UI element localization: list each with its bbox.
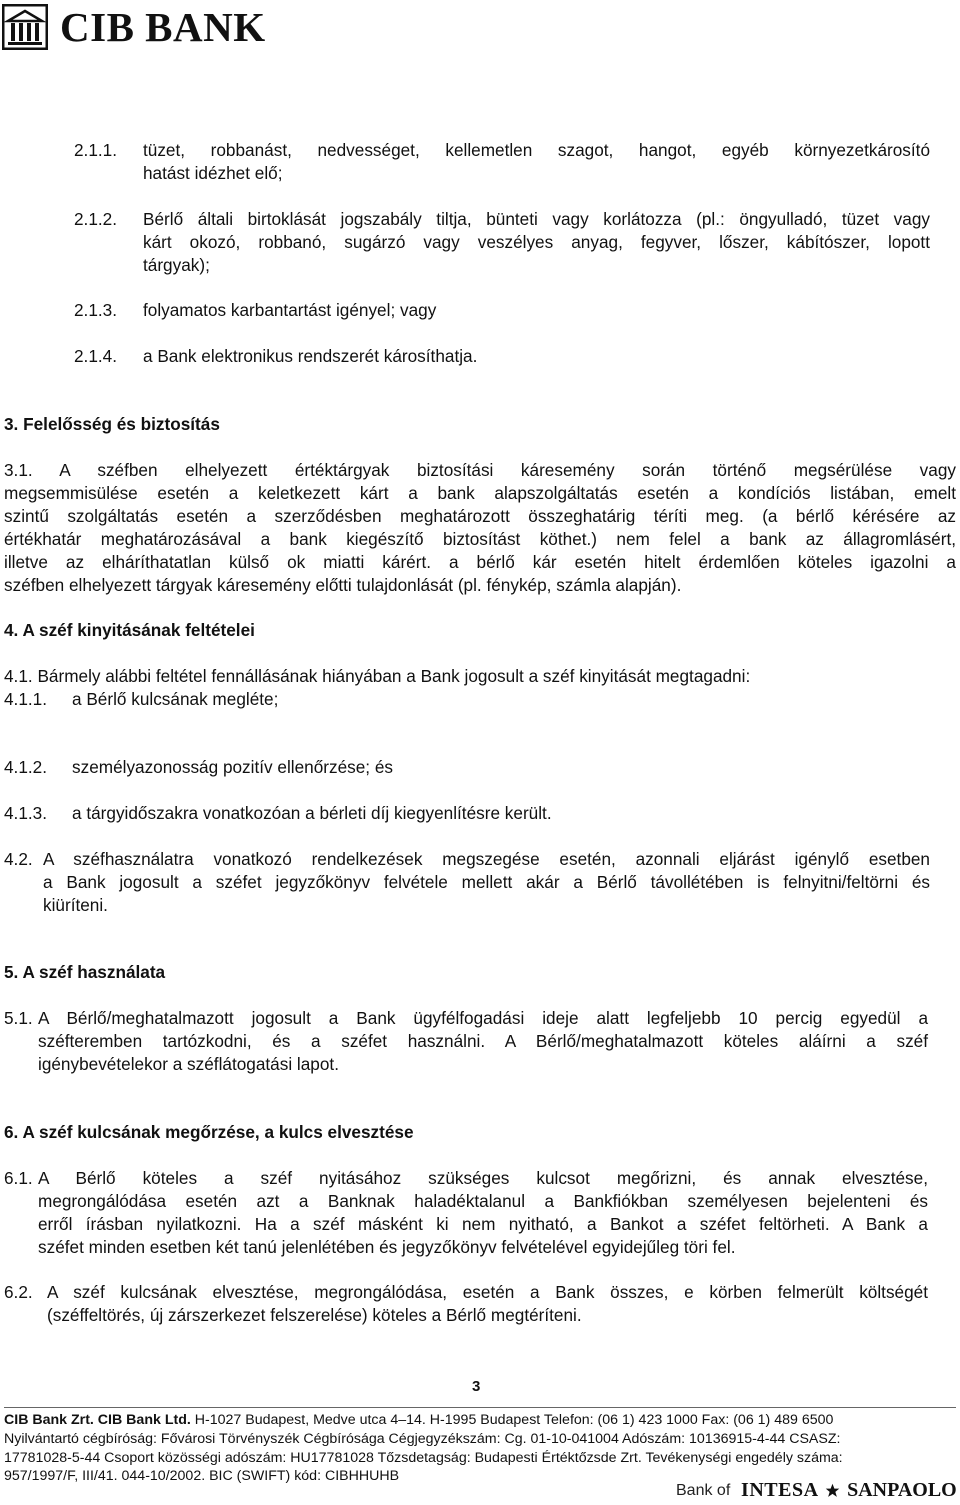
sanpaolo-star-icon (825, 1483, 840, 1498)
para-6-1-line3: erről írásban nyilatkozni. Ha a széf másként ki nem nyitható, a Bankot a széfet feltörheti. A Bank a (38, 1214, 928, 1234)
item-2-1-3-text: folyamatos karbantartást igényel; vagy (143, 300, 437, 320)
para-3-1-line4: értékhatár meghatározásával a bank kiegészítő biztosítást köthet.) nem felel a bank az állagromlásért, (4, 529, 956, 549)
footer-line3: 17781028-5-44 Csoport közösségi adószám: HU17781028 Tőzsdetagság: Budapesti Értéktőzsde Zrt. Tevékenységi engedély száma: (4, 1450, 843, 1466)
para-5-1-line2: széfteremben tartózkodni, és a széfet használni. A Bérlő/meghatalmazott köteles aláírni a széf (38, 1031, 928, 1051)
para-3-1-line1: 3.1. A széfben elhelyezett értéktárgyak biztosítási káresemény során történő megsérülése vagy (4, 460, 956, 480)
section-3-heading: 3. Felelősség és biztosítás (4, 414, 220, 434)
footer-line4: 957/1997/F, III/41. 044-10/2002. BIC (SWIFT) kód: CIBHHUHB (4, 1468, 400, 1484)
para-6-2-line1: A széf kulcsának elvesztése, megrongálódása, esetén a Bank összes, e körben felmerült költségét (47, 1282, 928, 1302)
cib-logo (2, 2, 292, 52)
intesa-text: INTESA (741, 1478, 819, 1501)
para-6-1-line4: széfet minden esetben két tanú jelenlétében és jegyzőkönyv felvételével egyidejűleg töri fel. (38, 1237, 736, 1257)
item-2-1-2-line2: kárt okozó, robbanó, sugárzó vagy veszélyes anyag, fegyver, lőszer, kábítószer, lopott (143, 232, 930, 252)
item-2-1-3-number: 2.1.3. (74, 300, 118, 320)
section-6-heading: 6. A széf kulcsának megőrzése, a kulcs elvesztése (4, 1122, 414, 1142)
para-6-1-line1: A Bérlő köteles a széf nyitásához szükséges kulcsot megőrizni, és annak elvesztése, (38, 1168, 928, 1188)
cib-building-icon (2, 4, 48, 50)
para-4-2-line1: A széfhasználatra vonatkozó rendelkezések megszegése esetén, azonnali eljárást igénylő esetben (43, 849, 930, 869)
para-4-2-line2: a Bank jogosult a széfet jegyzőkönyv felvétele mellett akár a Bérlő távollétében is felnyitni/feltörni és (43, 872, 930, 892)
footer-line2: Nyilvántartó cégbíróság: Fővárosi Törvényszék Cégbírósága Cégjegyzékszám: Cg. 01-10-041004 Adószám: 10136915-4-44 CSASZ: (4, 1431, 841, 1447)
footer-divider (4, 1407, 956, 1408)
intesa-sanpaolo-logo (676, 1478, 958, 1504)
footer-line1 (4, 1411, 956, 1430)
para-3-1-line2: megsemmisülése esetén a keletkezett kárt a bank alapszolgáltatás esetén a kondíciós listában, emelt (4, 483, 956, 503)
para-6-1-number: 6.1. (4, 1168, 33, 1188)
para-6-2-line2: (széffeltörés, új zárszerkezet felszerelése) köteles a Bérlő megtéríteni. (47, 1305, 582, 1325)
bank-of-text: Bank of (676, 1481, 731, 1499)
footer-company: CIB Bank Zrt. CIB Bank Ltd. (4, 1412, 191, 1428)
para-6-1-line2: megrongálódása esetén azt a Banknak haladéktalanul a Bankfiókban személyesen bejelenteni és (38, 1191, 928, 1211)
section-4-heading: 4. A széf kinyitásának feltételei (4, 620, 255, 640)
item-4-1-2-number: 4.1.2. (4, 757, 48, 777)
para-3-1-line6: széfben elhelyezett tárgyak káresemény előtti tulajdonlását (pl. fénykép, számla alapján). (4, 575, 682, 595)
item-2-1-2-line3: tárgyak); (143, 255, 210, 275)
item-2-1-4-number: 2.1.4. (74, 346, 118, 366)
item-2-1-2-line1: Bérlő általi birtoklását jogszabály tiltja, bünteti vagy korlátozza (pl.: öngyulladó, tüzet vagy (143, 209, 930, 229)
para-5-1-line1: A Bérlő/meghatalmazott jogosult a Bank ügyfélfogadási ideje alatt legfeljebb 10 percig egyedül a (38, 1008, 928, 1028)
para-4-2-number: 4.2. (4, 849, 33, 869)
para-6-2-number: 6.2. (4, 1282, 33, 1302)
para-3-1-line5: illetve az elháríthatatlan külső ok miatti kárért. a bérlő kár esetén hitelt érdemlően köteles igazolni a (4, 552, 956, 572)
para-5-1-line3: igénybevételekor a széflátogatási lapot. (38, 1054, 339, 1074)
item-2-1-1-line1: tüzet, robbanást, nedvességet, kellemetlen szagot, hangot, egyéb környezetkárosító (143, 140, 930, 160)
item-4-1-1-text: a Bérlő kulcsának megléte; (72, 689, 279, 709)
page-number: 3 (472, 1378, 481, 1395)
item-4-1-1-number: 4.1.1. (4, 689, 48, 709)
para-5-1-number: 5.1. (4, 1008, 33, 1028)
item-2-1-2-number: 2.1.2. (74, 209, 118, 229)
sanpaolo-text: SANPAOLO (847, 1478, 957, 1501)
section-5-heading: 5. A széf használata (4, 962, 166, 982)
para-4-1: 4.1. Bármely alábbi feltétel fennállásának hiányában a Bank jogosult a széf kinyitását megtagadni: (4, 666, 751, 686)
item-4-1-3-text: a tárgyidőszakra vonatkozóan a bérleti díj kiegyenlítésre került. (72, 803, 552, 823)
item-2-1-4-text: a Bank elektronikus rendszerét károsíthatja. (143, 346, 478, 366)
logo-text: CIB BANK (60, 4, 266, 50)
item-2-1-1-number: 2.1.1. (74, 140, 118, 160)
para-4-2-line3: kiüríteni. (43, 895, 108, 915)
footer-address: H-1027 Budapest, Medve utca 4–14. H-1995 Budapest Telefon: (06 1) 423 1000 Fax: (06 1) 489 6500 (190, 1412, 834, 1428)
para-3-1-line3: szintű szolgáltatás esetén a szerződésben meghatározott összeghatárig téríti meg. (a bérlő kérésére az (4, 506, 956, 526)
item-4-1-3-number: 4.1.3. (4, 803, 48, 823)
item-2-1-1-line2: hatást idézhet elő; (143, 163, 283, 183)
item-4-1-2-text: személyazonosság pozitív ellenőrzése; és (72, 757, 393, 777)
